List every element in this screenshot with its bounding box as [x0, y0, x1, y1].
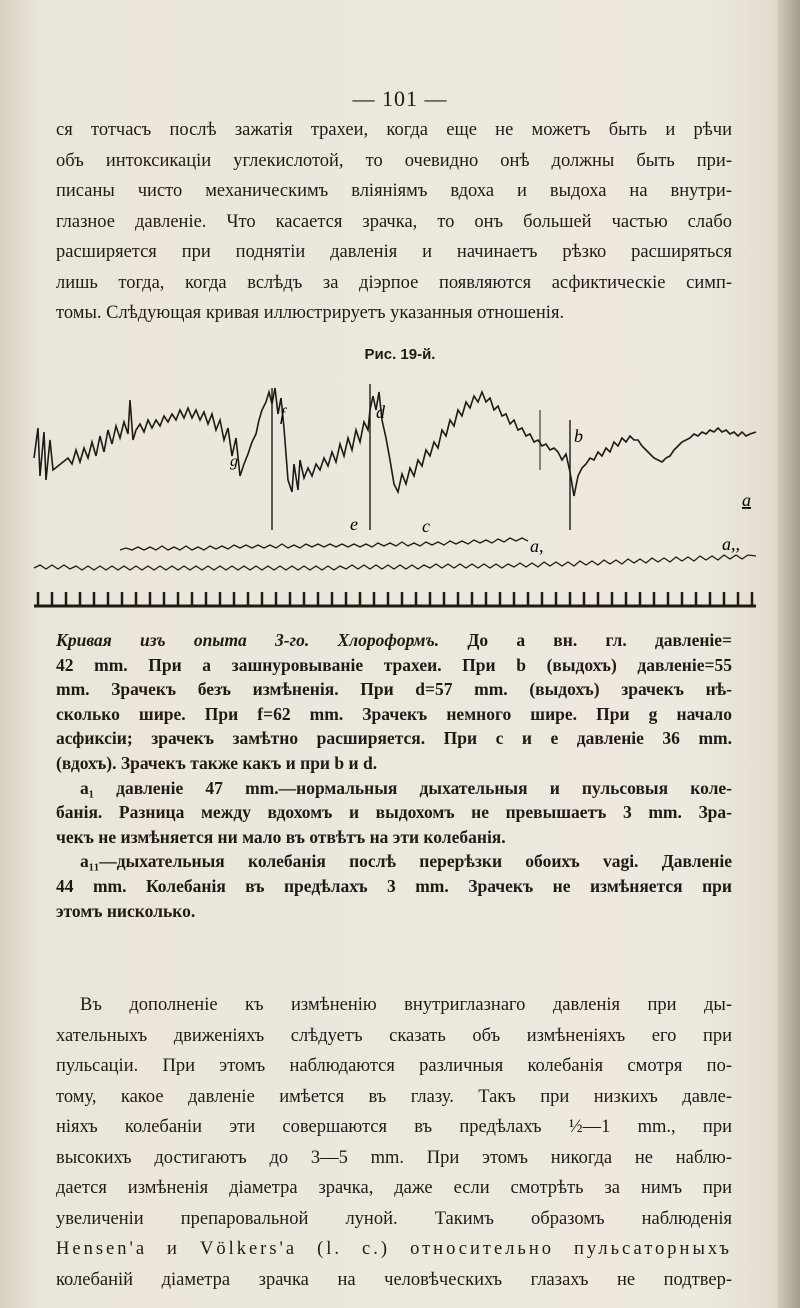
- caption-line: (вдохъ). Зрачекъ также какъ и при b и d.: [56, 752, 378, 773]
- caption-line: чекъ не измѣняется ни мало въ отвѣтъ на эти колебанія.: [56, 826, 506, 847]
- lower-trace: [34, 555, 756, 570]
- text-line: объ интоксикаціи углекислотой, то очевидно онѣ должны быть при-: [56, 150, 732, 171]
- caption-line: сколько шире. При f=62 mm. Зрачекъ немного шире. При g начало: [56, 703, 732, 724]
- top-paragraph: [56, 115, 732, 329]
- figure-caption: [56, 628, 732, 923]
- label-a: a: [742, 490, 751, 510]
- caption-line: a₁ давленіе 47 mm.—нормальныя дыхательныя и пульсовыя коле-: [80, 777, 732, 798]
- middle-trace: [120, 538, 528, 550]
- caption-line: 44 mm. Колебанія въ предѣлахъ 3 mm. Зрачекъ не измѣняется при: [56, 875, 732, 896]
- label-f: f: [280, 404, 286, 424]
- caption-text: До a вн. гл. давленіе=: [439, 630, 733, 650]
- page-edge: [778, 0, 800, 1308]
- text-line: высокихъ достигаютъ до 3—5 mm. При этомъ никогда не наблю-: [56, 1147, 732, 1168]
- bottom-paragraph: [56, 990, 732, 1295]
- upper-curve: [34, 388, 756, 496]
- text-line: увеличеніи препаровальной луной. Такимъ образомъ наблюденія: [56, 1208, 732, 1229]
- caption-title: Кривая изъ опыта 3-го.: [56, 630, 310, 650]
- label-a1: a,: [530, 536, 544, 556]
- label-d: d: [376, 402, 385, 422]
- page-number: — 101 —: [352, 86, 448, 111]
- pressure-curve-figure: [30, 380, 760, 620]
- figure-title: Рис. 19-й.: [364, 346, 436, 363]
- caption-line: mm. Зрачекъ безъ измѣненія. При d=57 mm. (выдохъ) зрачекъ нѣ-: [56, 679, 732, 700]
- caption-line: [56, 628, 732, 653]
- text-line: тому, какое давленіе имѣется въ глазу. Такъ при низкихъ давле-: [56, 1086, 732, 1107]
- label-a11: a,,: [722, 534, 740, 554]
- caption-line: банія. Разница между вдохомъ и выдохомъ не превышаетъ 3 mm. Зра-: [56, 802, 732, 823]
- caption-line: асфиксіи; зрачекъ замѣтно расширяется. При c и e давленіе 36 mm.: [56, 728, 732, 749]
- text-line: Hensen'а и Völkers'а (l. c.) относительно пульсаторныхъ: [56, 1239, 732, 1259]
- text-line: глазное давленіе. Что касается зрачка, то онъ большей частью слабо: [56, 211, 732, 232]
- text-line: ся тотчасъ послѣ зажатія трахеи, когда еще не можетъ быть и рѣчи: [56, 120, 732, 140]
- time-ticks: [38, 592, 752, 606]
- label-e: e: [350, 514, 358, 534]
- text-line: ніяхъ колебаніи эти совершаются въ предѣлахъ ½—1 mm., при: [56, 1117, 732, 1137]
- caption-chloroform: Хлороформъ.: [337, 630, 440, 650]
- text-line: пульсаціи. При этомъ наблюдаются различныя колебанія смотря по-: [56, 1056, 732, 1076]
- label-c: c: [422, 516, 430, 536]
- text-line: расширяется при поднятіи давленія и начинаетъ рѣзко расширяться: [56, 242, 732, 262]
- caption-line: этомъ нисколько.: [56, 900, 196, 921]
- text-line: томы. Слѣдующая кривая иллюстрируетъ указанныя отношенія.: [56, 303, 565, 323]
- text-line: лишь тогда, когда вслѣдъ за діэрпое появляются асфиктическіе симп-: [56, 272, 732, 293]
- caption-line: a₁₁—дыхательныя колебанія послѣ перерѣзки обоихъ vagi. Давленіе: [80, 851, 732, 872]
- text-line: колебаній діаметра зрачка на человѣческихъ глазахъ не подтвер-: [56, 1269, 732, 1290]
- text-line: хательныхъ движеніяхъ слѣдуетъ сказать объ измѣненіяхъ его при: [56, 1025, 732, 1046]
- text-line: писаны чисто механическимъ вліяніямъ вдоха и выдоха на внутри-: [56, 181, 732, 201]
- caption-line: 42 mm. При a зашнуровываніе трахеи. При b (выдохъ) давленіе=55: [56, 654, 732, 675]
- label-b: b: [574, 426, 583, 446]
- text-line: дается измѣненія діаметра зрачка, даже если смотрѣть за нимъ при: [56, 1178, 732, 1198]
- label-g: g: [230, 453, 238, 470]
- text-line: Въ дополненіе къ измѣненію внутриглазнаго давленія при ды-: [80, 995, 732, 1015]
